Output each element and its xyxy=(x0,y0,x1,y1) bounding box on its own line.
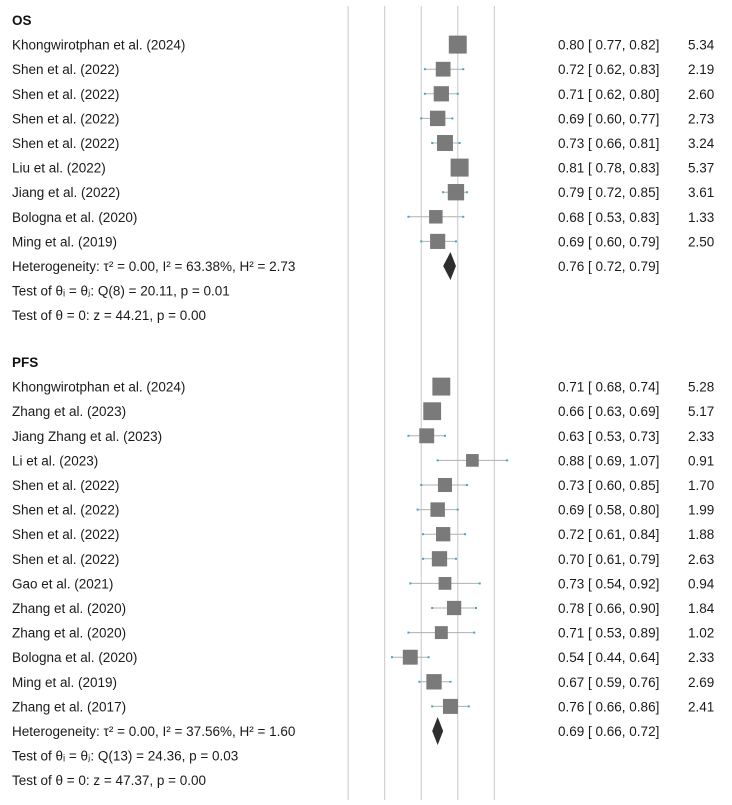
homogeneity-test-text: Test of θᵢ = θⱼ: Q(13) = 24.36, p = 0.03 xyxy=(12,748,239,764)
weight-text: 2.33 xyxy=(688,650,715,666)
effect-box xyxy=(436,527,450,541)
ci-text: 0.71 [ 0.68, 0.74] xyxy=(558,379,660,395)
ci-text: 0.81 [ 0.78, 0.83] xyxy=(558,160,660,176)
ci-end-upper xyxy=(457,93,459,95)
group-header-os: OS xyxy=(12,13,32,28)
effect-box xyxy=(426,674,441,689)
ci-text: 0.71 [ 0.62, 0.80] xyxy=(558,86,660,102)
ci-text: 0.73 [ 0.66, 0.81] xyxy=(558,136,660,151)
ci-text: 0.71 [ 0.53, 0.89] xyxy=(558,625,660,641)
study-label: Ming et al. (2019) xyxy=(12,234,118,250)
weight-text: 2.33 xyxy=(688,428,715,444)
weight-text: 1.33 xyxy=(688,209,715,225)
ci-end-upper xyxy=(462,68,464,70)
pooled-diamond xyxy=(432,717,443,745)
weight-text: 1.88 xyxy=(688,527,715,543)
ci-end-upper xyxy=(466,191,468,193)
ci-end-upper xyxy=(464,533,466,535)
effect-box xyxy=(429,210,442,223)
ci-end-lower xyxy=(424,93,426,95)
study-label: Li et al. (2023) xyxy=(12,453,99,469)
effect-box xyxy=(436,62,451,77)
weight-text: 2.19 xyxy=(688,62,715,78)
ci-text: 0.63 [ 0.53, 0.73] xyxy=(558,428,660,444)
ci-text: 0.72 [ 0.62, 0.83] xyxy=(558,62,660,78)
ci-end-upper xyxy=(462,216,464,218)
study-label: Bologna et al. (2020) xyxy=(12,209,138,225)
ci-end-lower xyxy=(424,68,426,70)
ci-text: 0.79 [ 0.72, 0.85] xyxy=(558,185,660,201)
weight-text: 2.73 xyxy=(688,111,715,127)
ci-end-lower xyxy=(422,533,424,535)
weight-text: 1.02 xyxy=(688,625,715,641)
ci-text: 0.68 [ 0.53, 0.83] xyxy=(558,209,660,225)
ci-end-lower xyxy=(442,191,444,193)
weight-text: 5.37 xyxy=(688,160,715,176)
ci-text: 0.67 [ 0.59, 0.76] xyxy=(558,674,660,690)
effect-box xyxy=(447,601,461,615)
ci-text: 0.69 [ 0.60, 0.79] xyxy=(558,234,660,250)
ci-end-upper xyxy=(506,459,508,461)
effect-box xyxy=(437,135,453,151)
weight-text: 2.69 xyxy=(688,674,715,690)
ci-end-upper xyxy=(449,681,451,683)
effect-box xyxy=(432,551,447,566)
effect-test-text: Test of θ = 0: z = 44.21, p = 0.00 xyxy=(12,308,207,324)
pooled-ci-text: 0.76 [ 0.72, 0.79] xyxy=(558,259,660,274)
ci-end-lower xyxy=(407,216,409,218)
effect-box xyxy=(438,478,452,492)
effect-box xyxy=(403,650,418,665)
ci-end-lower xyxy=(407,435,409,437)
weight-text: 2.60 xyxy=(688,86,715,102)
weight-text: 2.41 xyxy=(688,699,715,715)
ci-end-upper xyxy=(479,582,481,584)
effect-box xyxy=(448,184,464,200)
effect-box xyxy=(419,428,434,443)
ci-text: 0.76 [ 0.66, 0.86] xyxy=(558,699,660,715)
study-label: Zhang et al. (2023) xyxy=(12,404,127,420)
heterogeneity-text: Heterogeneity: τ² = 0.00, I² = 63.38%, H² = 2.73 xyxy=(12,259,296,274)
effect-box xyxy=(432,378,450,396)
ci-end-lower xyxy=(420,117,422,119)
ci-end-upper xyxy=(475,607,477,609)
ci-end-lower xyxy=(422,558,424,560)
ci-end-upper xyxy=(457,509,459,511)
ci-text: 0.70 [ 0.61, 0.79] xyxy=(558,551,660,567)
pooled-diamond xyxy=(443,252,456,280)
effect-box xyxy=(435,626,448,639)
effect-test-text: Test of θ = 0: z = 47.37, p = 0.00 xyxy=(12,773,207,789)
ci-text: 0.66 [ 0.63, 0.69] xyxy=(558,404,660,420)
ci-end-lower xyxy=(431,142,433,144)
homogeneity-test-text: Test of θᵢ = θⱼ: Q(8) = 20.11, p = 0.01 xyxy=(12,283,230,299)
study-label: Shen et al. (2022) xyxy=(12,62,120,78)
study-label: Shen et al. (2022) xyxy=(12,551,120,567)
study-label: Khongwirotphan et al. (2024) xyxy=(12,379,186,395)
effect-box xyxy=(430,234,445,249)
effect-box xyxy=(451,159,469,177)
study-label: Gao et al. (2021) xyxy=(12,576,114,592)
ci-end-upper xyxy=(444,435,446,437)
ci-end-lower xyxy=(409,582,411,584)
effect-box xyxy=(430,111,445,126)
weight-text: 5.34 xyxy=(688,37,715,53)
weight-text: 3.24 xyxy=(688,136,715,151)
weight-text: 1.84 xyxy=(688,601,715,616)
ci-end-lower xyxy=(420,240,422,242)
study-label: Khongwirotphan et al. (2024) xyxy=(12,37,186,53)
heterogeneity-text: Heterogeneity: τ² = 0.00, I² = 37.56%, H² = 1.60 xyxy=(12,724,296,739)
ci-end-upper xyxy=(428,656,430,658)
study-label: Shen et al. (2022) xyxy=(12,136,120,151)
effect-box xyxy=(466,454,479,467)
ci-end-lower xyxy=(407,632,409,634)
ci-end-upper xyxy=(455,558,457,560)
effect-box xyxy=(449,36,467,54)
ci-text: 0.73 [ 0.60, 0.85] xyxy=(558,478,660,493)
weight-text: 2.50 xyxy=(688,234,715,250)
study-label: Shen et al. (2022) xyxy=(12,527,120,543)
effect-box xyxy=(443,699,458,714)
ci-text: 0.88 [ 0.69, 1.07] xyxy=(558,453,660,469)
ci-end-upper xyxy=(451,117,453,119)
study-label: Shen et al. (2022) xyxy=(12,86,120,102)
ci-end-upper xyxy=(459,142,461,144)
study-label: Zhang et al. (2017) xyxy=(12,699,127,715)
ci-end-upper xyxy=(468,705,470,707)
ci-text: 0.78 [ 0.66, 0.90] xyxy=(558,601,660,616)
ci-end-upper xyxy=(473,632,475,634)
study-label: Zhang et al. (2020) xyxy=(12,601,127,616)
study-label: Jiang Zhang et al. (2023) xyxy=(12,428,163,444)
ci-end-lower xyxy=(418,681,420,683)
study-label: Jiang et al. (2022) xyxy=(12,185,121,201)
effect-box xyxy=(430,502,444,516)
ci-end-lower xyxy=(431,607,433,609)
weight-text: 1.99 xyxy=(688,502,715,518)
ci-text: 0.73 [ 0.54, 0.92] xyxy=(558,576,660,592)
study-label: Shen et al. (2022) xyxy=(12,502,120,518)
ci-text: 0.80 [ 0.77, 0.82] xyxy=(558,37,660,53)
weight-text: 5.17 xyxy=(688,404,715,420)
weight-text: 2.63 xyxy=(688,551,715,567)
ci-end-lower xyxy=(437,459,439,461)
ci-text: 0.54 [ 0.44, 0.64] xyxy=(558,650,660,666)
ci-end-upper xyxy=(466,484,468,486)
ci-end-lower xyxy=(431,705,433,707)
effect-box xyxy=(423,402,441,420)
weight-text: 3.61 xyxy=(688,185,715,201)
weight-text: 0.91 xyxy=(688,453,715,469)
study-label: Ming et al. (2019) xyxy=(12,674,118,690)
ci-end-lower xyxy=(391,656,393,658)
study-label: Bologna et al. (2020) xyxy=(12,650,138,666)
study-label: Liu et al. (2022) xyxy=(12,160,106,176)
ci-end-upper xyxy=(455,240,457,242)
study-label: Shen et al. (2022) xyxy=(12,478,120,493)
pooled-ci-text: 0.69 [ 0.66, 0.72] xyxy=(558,724,660,739)
weight-text: 1.70 xyxy=(688,478,715,493)
effect-box xyxy=(434,86,449,101)
study-label: Zhang et al. (2020) xyxy=(12,625,127,641)
weight-text: 0.94 xyxy=(688,576,715,592)
ci-text: 0.69 [ 0.60, 0.77] xyxy=(558,111,660,127)
study-label: Shen et al. (2022) xyxy=(12,111,120,127)
ci-end-lower xyxy=(420,484,422,486)
weight-text: 5.28 xyxy=(688,379,715,395)
ci-end-lower xyxy=(417,509,419,511)
ci-text: 0.72 [ 0.61, 0.84] xyxy=(558,527,660,543)
group-header-pfs: PFS xyxy=(12,355,39,370)
effect-box xyxy=(439,577,452,590)
ci-text: 0.69 [ 0.58, 0.80] xyxy=(558,502,660,518)
